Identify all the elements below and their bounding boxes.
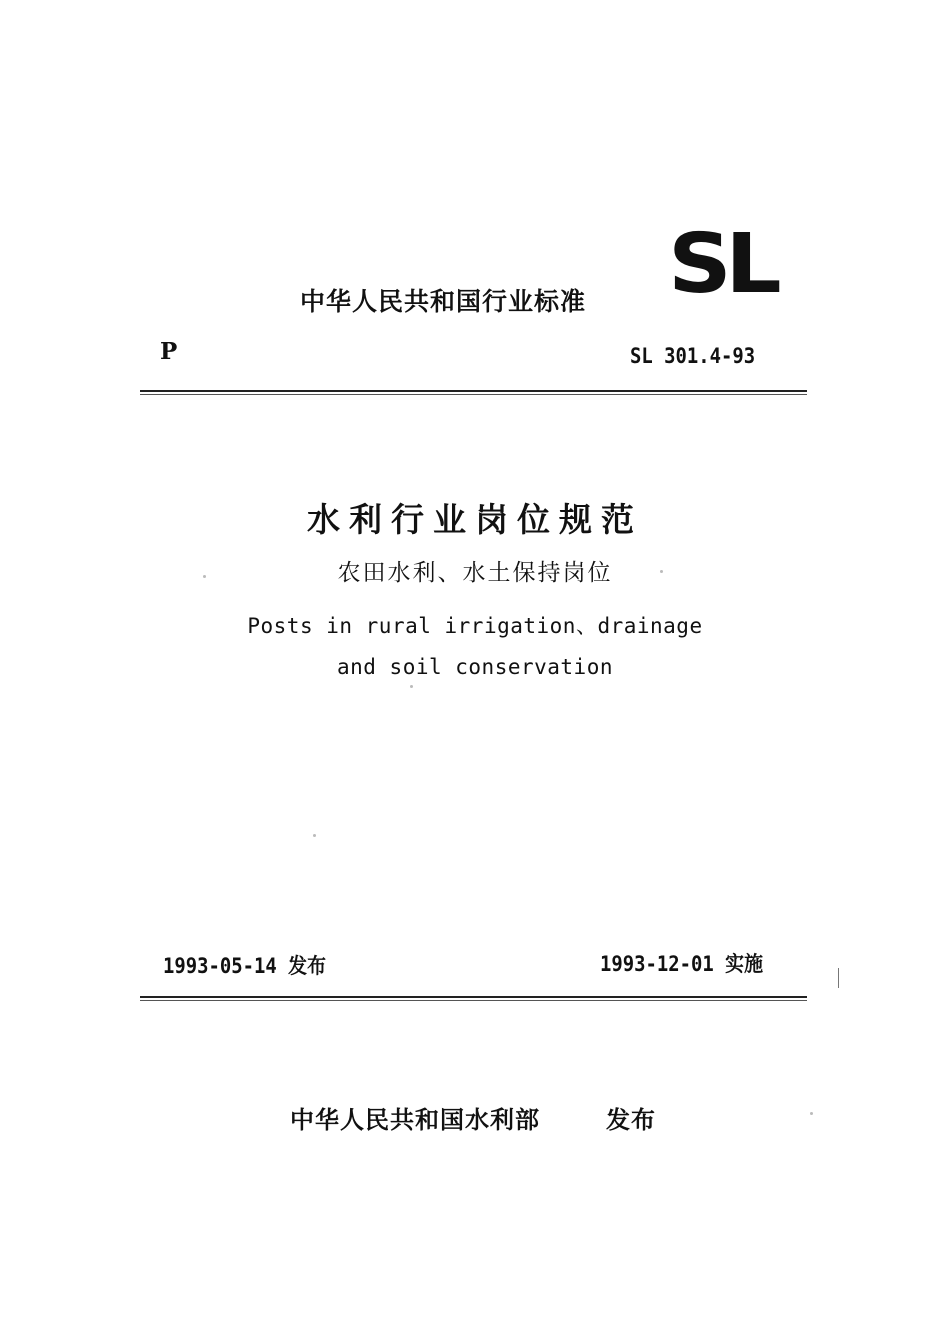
scan-speck (660, 570, 663, 573)
implementation-date: 1993-12-01 实施 (600, 952, 763, 976)
publish-label: 发布 (606, 1106, 656, 1134)
document-subtitle: 农田水利、水土保持岗位 (337, 560, 613, 586)
standard-number: SL 301.4-93 (630, 344, 756, 368)
scan-speck (203, 575, 206, 578)
standard-type-heading: 中华人民共和国行业标准 (300, 287, 587, 316)
scan-speck (410, 685, 413, 688)
english-title-line-1: Posts in rural irrigation、drainage (247, 614, 703, 638)
scan-speck (313, 834, 316, 837)
issue-date: 1993-05-14 发布 (163, 954, 326, 978)
scan-edge-mark (838, 968, 839, 988)
category-code: P (160, 338, 178, 365)
english-title-line-2: and soil conservation (336, 655, 613, 679)
publisher-name: 中华人民共和国水利部 (290, 1106, 540, 1134)
sl-logo: SL (668, 217, 776, 312)
top-divider (140, 390, 807, 392)
document-title: 水利行业岗位规范 (307, 500, 643, 539)
bottom-divider (140, 996, 807, 998)
scan-speck (810, 1112, 813, 1115)
